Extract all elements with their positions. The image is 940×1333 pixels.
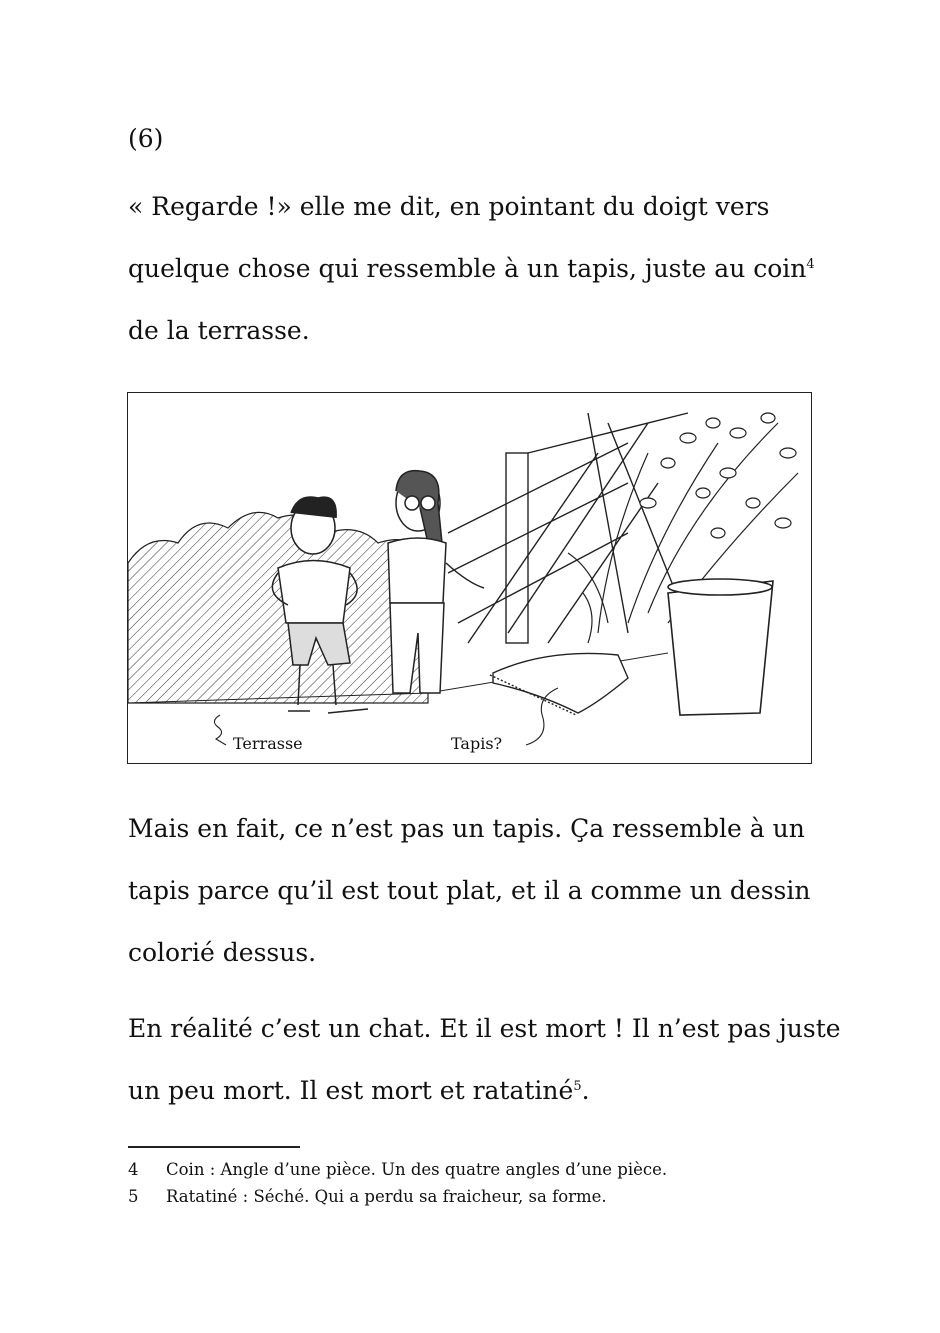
footnotes xyxy=(128,1156,667,1210)
footnote-divider xyxy=(128,1146,300,1148)
terrasse-pointer xyxy=(214,715,226,745)
footnote-number: 5 xyxy=(128,1187,139,1206)
section-number: (6) xyxy=(128,124,164,153)
footnote-number: 4 xyxy=(128,1160,139,1179)
footnote-text: Ratatiné : Séché. Qui a perdu sa fraicheur, sa forme. xyxy=(166,1187,607,1206)
paragraph-2: Mais en fait, ce n’est pas un tapis. Ça ressemble à un tapis parce qu’il est tout plat, et il a comme un dessin colorié dessus. xyxy=(128,814,811,967)
trellis xyxy=(448,413,688,643)
footnote-ref-4[interactable]: 4 xyxy=(806,257,815,272)
footnote-ref-5[interactable]: 5 xyxy=(573,1079,582,1094)
plant-pot xyxy=(668,579,773,715)
footnote-item xyxy=(128,1183,667,1210)
girl-figure xyxy=(388,471,484,693)
sketch-illustration xyxy=(128,393,812,764)
footnote-item xyxy=(128,1156,667,1183)
footnote-text: Coin : Angle d’une pièce. Un des quatre angles d’une pièce. xyxy=(166,1160,668,1179)
illustration xyxy=(127,392,812,764)
flat-cat xyxy=(490,653,628,715)
paragraph-1: « Regarde !» elle me dit, en pointant du doigt vers quelque chose qui ressemble à un tapis, juste au coin$^4$ de la terrasse. xyxy=(128,192,815,345)
label-terrasse: Terrasse xyxy=(233,734,303,753)
hedge xyxy=(128,512,428,703)
paragraph-3: En réalité c’est un chat. Et il est mort ! Il n’est pas juste un peu mort. Il est mort et ratatiné$^5$. xyxy=(128,1014,841,1105)
label-tapis: Tapis? xyxy=(451,734,503,753)
